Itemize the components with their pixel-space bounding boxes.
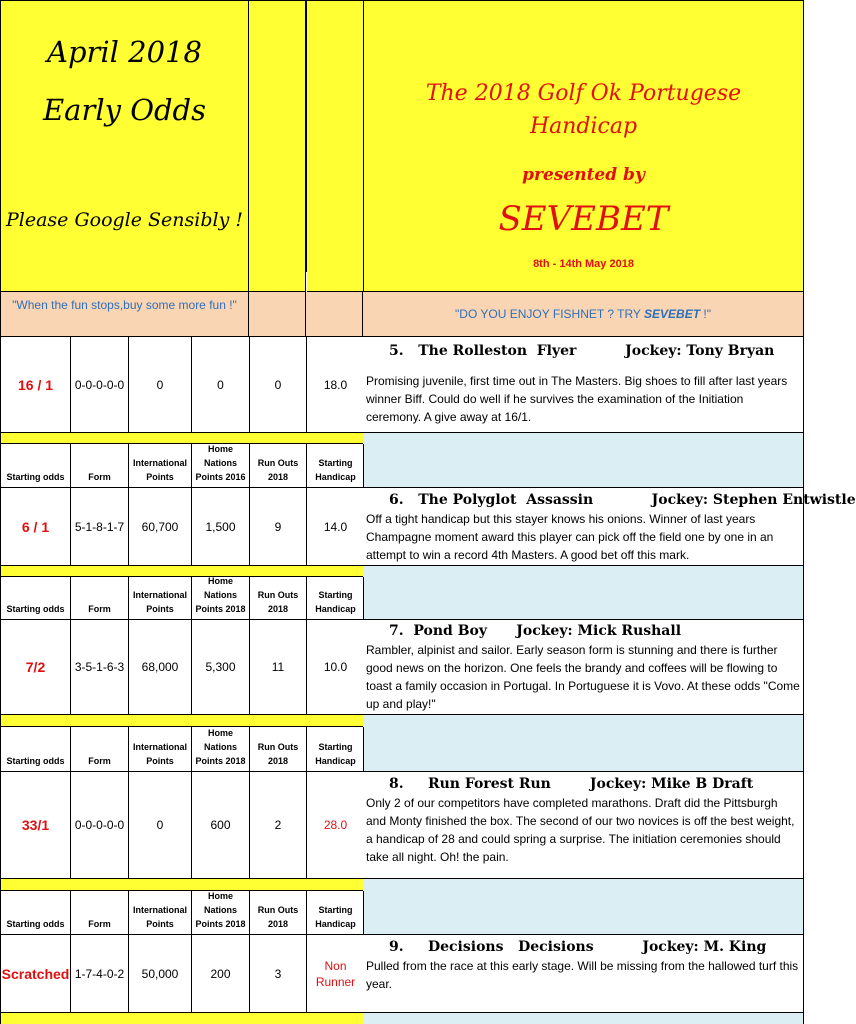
banner-spacer-a — [249, 292, 306, 337]
odds-cell — [1, 935, 71, 1012]
banner-right-prefix: "DO YOU ENJOY FISHNET ? TRY — [455, 307, 645, 321]
yellow-spacer-row — [0, 433, 364, 444]
intl-points-cell: 68,000 — [129, 620, 192, 714]
form-cell: 3-5-1-6-3 — [71, 620, 129, 714]
blue-spacer — [363, 566, 804, 620]
col-header-intl: International Points — [129, 891, 192, 934]
presented-by: presented by — [522, 165, 645, 185]
handicap-cell: Non Runner — [315, 958, 356, 989]
home-points-cell: 600 — [192, 772, 250, 878]
col-header-handicap: Starting Handicap — [315, 905, 356, 929]
runouts-cell: 3 — [250, 935, 307, 1012]
form-cell: 0-0-0-0-0 — [71, 337, 129, 432]
runner-title: 6. The Polyglot Assassin Jockey: Stephen Entwistle — [389, 492, 856, 508]
col-header-intl: International Points — [129, 577, 192, 619]
col-header-home: Home Nations Points 2018 — [192, 891, 250, 934]
col-header-odds: Starting odds — [1, 727, 71, 771]
runner-detail — [363, 620, 804, 715]
form-cell: 1-7-4-0-2 — [71, 935, 129, 1012]
home-points-cell: 0 — [192, 337, 250, 432]
runouts-cell: 11 — [250, 620, 307, 714]
col-header-home: Home Nations Points 2018 — [192, 577, 250, 619]
col-header-home: Home Nations Points 2018 — [192, 727, 250, 771]
col-header-form: Form — [71, 444, 129, 487]
runner-detail — [363, 488, 856, 566]
odds-value: 6 / 1 — [21, 518, 50, 535]
runner-detail — [363, 772, 804, 879]
runner-title: 8. Run Forest Run Jockey: Mike B Draft — [389, 776, 754, 792]
left-title: April 2018 Early Odds — [43, 35, 206, 127]
runner-description: Pulled from the race at this early stage. Will be missing from the hallowed turf this year. — [366, 959, 799, 991]
home-points-cell: 200 — [192, 935, 250, 1012]
odds-cell — [1, 488, 71, 565]
banner-right — [363, 292, 804, 337]
runner-description: Rambler, alpinist and sailor. Early season form is stunning and there is further good news on the horizon. One feels the brandy and coffees will be flowing to toast a family occasion in Portugal. In Portuguese it is Vovo. At these odds "Come up and play!" — [366, 643, 800, 711]
col-header-form: Form — [71, 577, 129, 619]
banner-left — [0, 292, 249, 337]
intl-points-cell: 0 — [129, 337, 192, 432]
runner-row — [0, 337, 364, 433]
odds-value: 7/2 — [25, 659, 46, 675]
runner-row — [0, 935, 364, 1013]
column-header-row — [0, 891, 364, 935]
handicap-cell: 10.0 — [323, 660, 348, 674]
odds-value: 16 / 1 — [17, 376, 54, 393]
banner-right-suffix: !" — [700, 307, 711, 321]
odds-value: Scratched — [1, 965, 70, 982]
intl-points-cell: 0 — [129, 772, 192, 878]
yellow-spacer-row — [0, 715, 364, 727]
header-spacer-b — [307, 0, 363, 292]
col-header-odds: Starting odds — [1, 891, 71, 934]
col-header-handicap: Starting Handicap — [315, 590, 356, 614]
runner-description: Promising juvenile, first time out in The Masters. Big shoes to fill after last years winner Biff. Could do well if he survives the examination of the Initiation ceremony. A give away at 16/1. — [366, 374, 788, 424]
col-header-runouts: Run Outs 2018 — [250, 891, 307, 934]
event-title: The 2018 Golf Ok Portugese Handicap — [425, 81, 742, 139]
form-cell: 5-1-8-1-7 — [71, 488, 129, 565]
runner-description: Only 2 of our competitors have completed marathons. Draft did the Pittsburgh and Monty finished the box. The second of our two novices is off the best weight, a handicap of 28 and could spring a surprise. The initiation ceremonies should take all night. Oh! the pain. — [366, 796, 795, 864]
header-left-panel — [0, 0, 249, 292]
handicap-cell: 18.0 — [323, 377, 348, 392]
intl-points-cell: 60,700 — [129, 488, 192, 565]
col-header-odds: Starting odds — [1, 444, 71, 487]
home-points-cell: 1,500 — [192, 488, 250, 565]
blue-spacer — [363, 879, 804, 935]
left-tagline: Please Google Sensibly ! — [5, 209, 244, 231]
blue-spacer — [363, 433, 804, 488]
banner-spacer-b — [306, 292, 363, 337]
yellow-spacer-row — [0, 879, 364, 891]
banner-left-text: "When the fun stops,buy some more fun !" — [12, 298, 237, 312]
yellow-spacer-row — [0, 566, 364, 577]
runner-description: Off a tight handicap but this stayer knows his onions. Winner of last years Champagne moment award this player can pick off the field one by one in an attempt to win a record 4th Masters. A good bet off this mark. — [366, 512, 774, 562]
header-right-panel — [363, 0, 804, 292]
col-header-handicap: Starting Handicap — [315, 742, 356, 766]
intl-points-cell: 50,000 — [129, 935, 192, 1012]
handicap-cell: 14.0 — [323, 519, 348, 534]
col-header-odds: Starting odds — [1, 577, 71, 619]
col-header-home: Home Nations Points 2016 — [192, 444, 250, 487]
banner-brand: SEVEBET — [644, 307, 701, 321]
banner-right-text — [363, 307, 803, 321]
odds-cell — [1, 620, 71, 714]
runouts-cell: 0 — [250, 337, 307, 432]
odds-value: 33/1 — [21, 817, 50, 833]
blue-spacer — [363, 1013, 804, 1024]
runouts-cell: 9 — [250, 488, 307, 565]
odds-cell — [1, 337, 71, 432]
runner-title: 9. Decisions Decisions Jockey: M. King — [389, 939, 767, 955]
handicap-cell: 28.0 — [323, 818, 348, 832]
col-header-handicap: Starting Handicap — [315, 458, 356, 482]
runouts-cell: 2 — [250, 772, 307, 878]
runner-title: 7. Pond Boy Jockey: Mick Rushall — [389, 623, 682, 639]
col-header-form: Form — [71, 727, 129, 771]
yellow-spacer-row — [0, 1013, 364, 1024]
runner-detail — [363, 337, 804, 433]
runner-detail — [363, 935, 804, 1013]
form-cell: 0-0-0-0-0 — [71, 772, 129, 878]
runner-title: 5. The Rolleston Flyer Jockey: Tony Bryan — [389, 343, 775, 359]
col-header-intl: International Points — [129, 444, 192, 487]
col-header-intl: International Points — [129, 727, 192, 771]
col-header-runouts: Run Outs 2018 — [250, 444, 307, 487]
column-header-row — [0, 577, 364, 620]
home-points-cell: 5,300 — [192, 620, 250, 714]
event-dates: 8th - 14th May 2018 — [533, 258, 634, 270]
runner-row — [0, 488, 364, 566]
runner-row — [0, 620, 364, 715]
col-header-runouts: Run Outs 2018 — [250, 577, 307, 619]
sponsor-name: SEVEBET — [498, 199, 669, 239]
col-header-form: Form — [71, 891, 129, 934]
column-header-row — [0, 444, 364, 488]
col-header-runouts: Run Outs 2018 — [250, 727, 307, 771]
runner-row — [0, 772, 364, 879]
header-spacer-a — [249, 0, 306, 292]
blue-spacer — [363, 715, 804, 772]
column-header-row — [0, 727, 364, 772]
odds-cell — [1, 772, 71, 878]
